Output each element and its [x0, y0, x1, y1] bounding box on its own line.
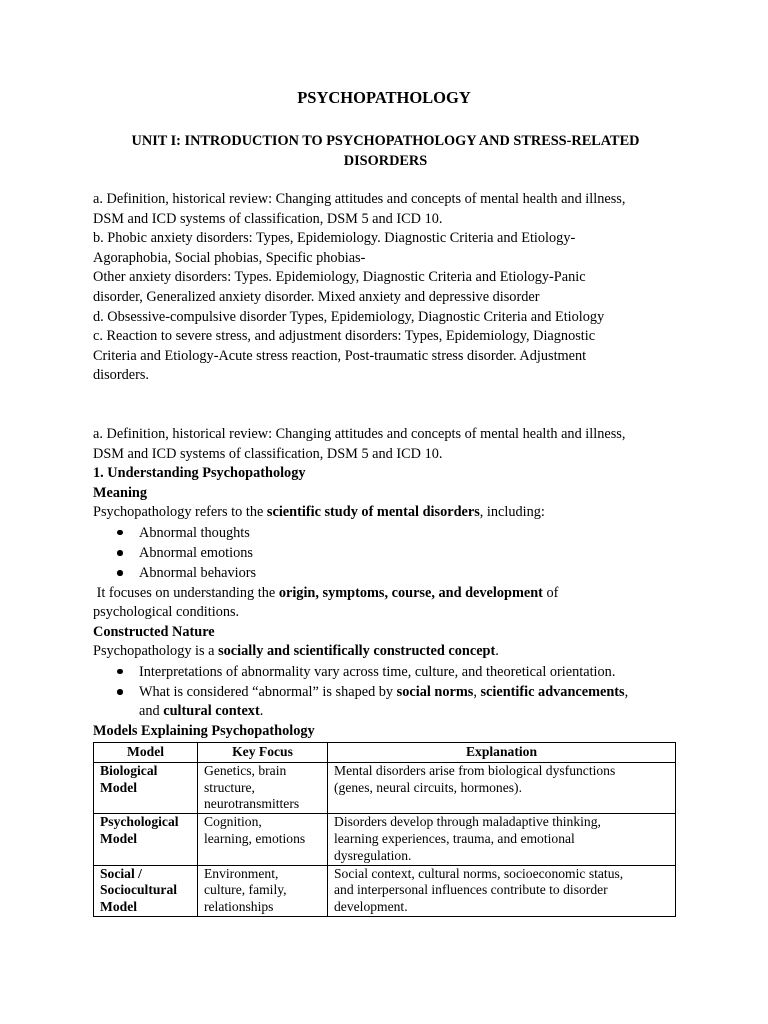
list-item: Abnormal thoughts [93, 523, 678, 543]
section-a-line: DSM and ICD systems of classification, DSM 5 and ICD 10. [93, 445, 443, 462]
focus-paragraph: It focuses on understanding the origin, symptoms, course, and development of [93, 584, 559, 601]
focus-cell: Cognition, learning, emotions [198, 814, 328, 865]
syllabus-line: Criteria and Etiology-Acute stress reaction, Post-traumatic stress disorder. Adjustment [93, 347, 587, 364]
heading-constructed: Constructed Nature [93, 623, 215, 640]
heading-meaning: Meaning [93, 484, 148, 501]
table-row [94, 814, 676, 865]
heading-models: Models Explaining Psychopathology [93, 722, 315, 739]
meaning-list [93, 523, 678, 584]
list-item: Abnormal behaviors [93, 563, 678, 583]
syllabus-line: c. Reaction to severe stress, and adjustment disorders: Types, Epidemiology, Diagnostic [93, 328, 596, 345]
column-header: Key Focus [198, 743, 328, 763]
explanation-cell: Mental disorders arise from biological dysfunctions (genes, neural circuits, hormones). [328, 762, 676, 813]
section-a-line: a. Definition, historical review: Changing attitudes and concepts of mental health and illness, [93, 426, 626, 442]
unit-heading: UNIT I: INTRODUCTION TO PSYCHOPATHOLOGY AND STRESS-RELATED DISORDERS [131, 133, 640, 169]
list-item: Interpretations of abnormality vary across time, culture, and theoretical orientation. [93, 662, 678, 682]
syllabus-line: b. Phobic anxiety disorders: Types, Epidemiology. Diagnostic Criteria and Etiology- [93, 230, 576, 247]
constructed-paragraph: Psychopathology is a socially and scientifically constructed concept. [93, 643, 499, 660]
list-item: Abnormal emotions [93, 543, 678, 563]
syllabus-line: Agoraphobia, Social phobias, Specific phobias- [93, 249, 366, 266]
column-header: Explanation [328, 743, 676, 763]
table-header-row [94, 743, 676, 763]
meaning-bold: scientific study of mental disorders [266, 504, 480, 521]
model-cell: Social / Sociocultural Model [94, 865, 198, 916]
models-table [93, 742, 676, 917]
bullet-continuation: and cultural context. [139, 703, 264, 720]
syllabus-line: DSM and ICD systems of classification, DSM 5 and ICD 10. [93, 210, 443, 227]
syllabus-line: d. Obsessive-compulsive disorder Types, Epidemiology, Diagnostic Criteria and Etiology [93, 308, 605, 325]
section-a-block [93, 425, 678, 742]
model-cell: Biological Model [94, 762, 198, 813]
model-cell: Psychological Model [94, 814, 198, 865]
explanation-cell: Social context, cultural norms, socioeconomic status, and interpersonal influences contribute to disorder development. [328, 865, 676, 916]
syllabus-block [93, 190, 678, 386]
focus-cell: Environment, culture, family, relationships [198, 865, 328, 916]
list-item: What is considered “abnormal” is shaped by social norms, scientific advancements, [93, 682, 678, 702]
focus-paragraph-line2: psychological conditions. [93, 604, 240, 621]
page-title: PSYCHOPATHOLOGY [297, 88, 471, 107]
focus-cell: Genetics, brain structure, neurotransmitters [198, 762, 328, 813]
constructed-list [93, 662, 678, 702]
heading-understanding: 1. Understanding Psychopathology [93, 465, 306, 482]
table-row [94, 865, 676, 916]
focus-bold: origin, symptoms, course, and development [278, 584, 543, 601]
constructed-bold: socially and scientifically constructed concept [218, 643, 496, 660]
meaning-paragraph: Psychopathology refers to the scientific study of mental disorders, including: [93, 504, 545, 521]
table-row [94, 762, 676, 813]
explanation-cell: Disorders develop through maladaptive thinking, learning experiences, trauma, and emotional dysregulation. [328, 814, 676, 865]
syllabus-line: a. Definition, historical review: Changing attitudes and concepts of mental health and illness, [93, 191, 626, 207]
syllabus-line: Other anxiety disorders: Types. Epidemiology, Diagnostic Criteria and Etiology-Panic [93, 269, 586, 286]
syllabus-line: disorders. [93, 367, 149, 384]
syllabus-line: disorder, Generalized anxiety disorder. Mixed anxiety and depressive disorder [93, 288, 540, 305]
column-header: Model [94, 743, 198, 763]
